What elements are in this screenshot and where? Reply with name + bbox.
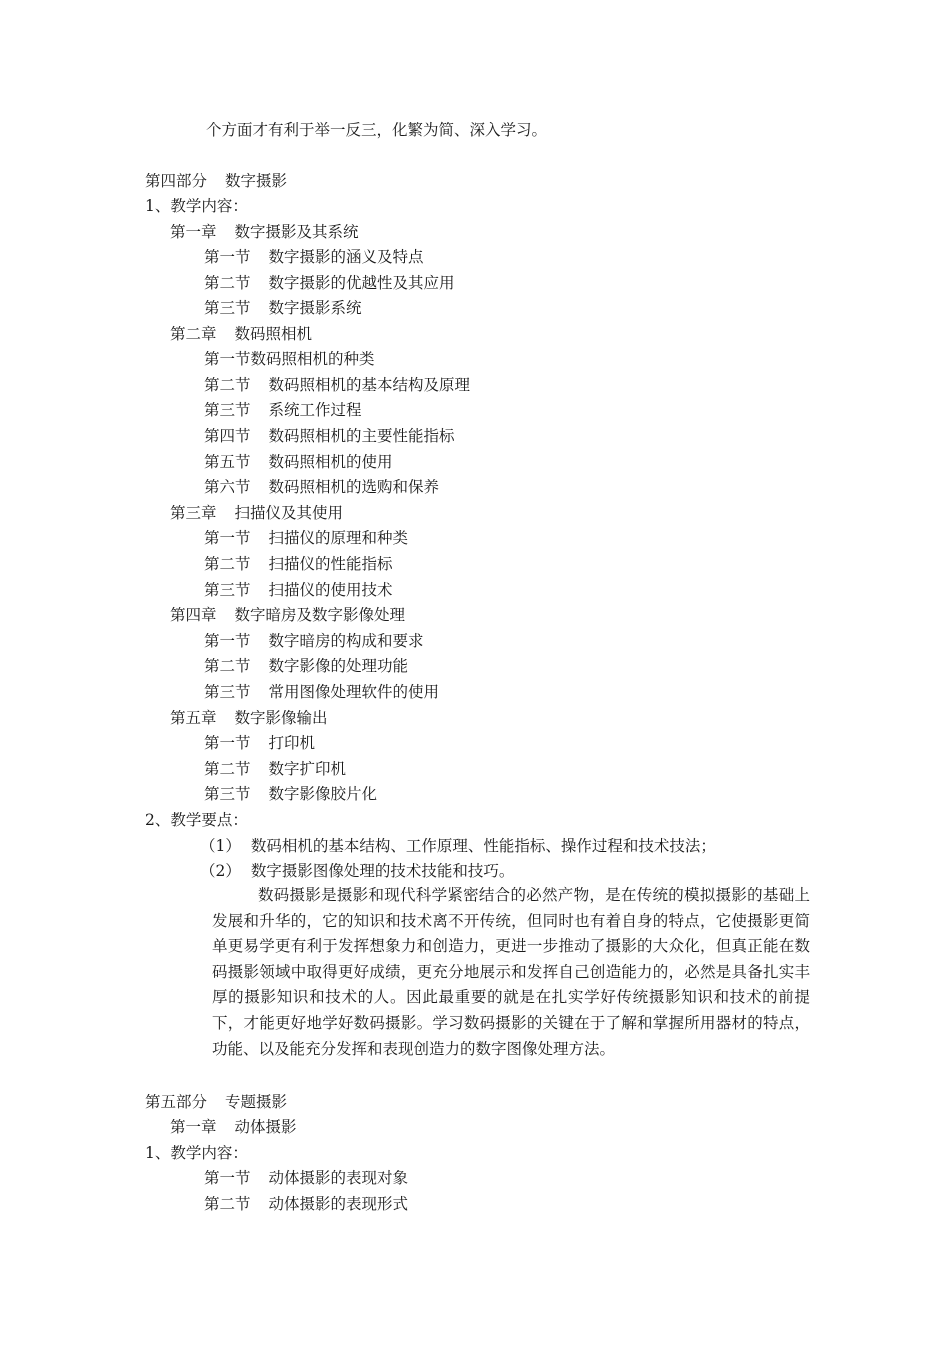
section-line (204, 297, 362, 319)
section-line (204, 348, 375, 370)
section-num: 第三节 (204, 683, 251, 701)
section-line (204, 476, 439, 498)
point-item (200, 860, 514, 882)
chapter-title: 数字摄影及其系统 (234, 223, 359, 241)
chapter-num: 第一章 (170, 1118, 217, 1136)
chapter-title: 数码照相机 (234, 325, 313, 343)
section-num: 第三节 (204, 401, 251, 419)
section-line (204, 399, 362, 421)
section-title: 数码照相机的主要性能指标 (268, 427, 455, 445)
chapter-num: 第一章 (170, 223, 217, 241)
part4-points-heading: 2、教学要点： (145, 811, 248, 829)
part5-title-text: 专题摄影 (225, 1093, 288, 1111)
section-title: 常用图像处理软件的使用 (268, 683, 440, 701)
section-line (204, 553, 393, 575)
chapter-num: 第五章 (170, 709, 217, 727)
section-title: 数字影像胶片化 (268, 785, 378, 803)
chapter-heading (170, 221, 359, 243)
section-num: 第一节 (204, 248, 251, 266)
part5-content-heading: 1、教学内容： (145, 1144, 248, 1162)
point-item (200, 835, 716, 857)
chapter-num: 第四章 (170, 606, 217, 624)
point-text: 数码相机的基本结构、工作原理、性能指标、操作过程和技术技法； (250, 837, 716, 855)
chapter-heading (170, 502, 343, 524)
section-num: 第一节 (204, 1169, 251, 1187)
section-title: 动体摄影的表现形式 (268, 1195, 409, 1213)
section-line (204, 783, 377, 805)
section-num: 第一节 (204, 632, 251, 650)
part4-content-heading: 1、教学内容： (145, 197, 248, 215)
section-line (204, 1193, 408, 1215)
chapter-heading (170, 707, 328, 729)
section-title: 扫描仪的使用技术 (268, 581, 393, 599)
section-num: 第一节 (204, 529, 251, 547)
part5-title-num: 第五部分 (145, 1093, 208, 1111)
section-num: 第四节 (204, 427, 251, 445)
section-line (204, 732, 315, 754)
section-line (204, 1167, 408, 1189)
section-line (204, 681, 439, 703)
chapter-heading (170, 604, 405, 626)
chapter-title: 动体摄影 (234, 1118, 297, 1136)
section-num: 第二节 (204, 1195, 251, 1213)
section-line (204, 246, 424, 268)
section-num: 第一节 (204, 350, 251, 368)
body-paragraph (212, 883, 810, 1062)
section-num: 第三节 (204, 299, 251, 317)
section-title: 数字影像的处理功能 (268, 657, 409, 675)
section-num: 第三节 (204, 785, 251, 803)
section-line (204, 579, 393, 601)
paragraph-text: 数码摄影是摄影和现代科学紧密结合的必然产物，是在传统的模拟摄影的基础上发展和升华的，它的知识和技术离不开传统，但同时也有着自身的特点，它使摄影更简单更易学更有利于发挥想象力和创造力，更进一步推动了摄影的大众化，但真正能在数码摄影领域中取得更好成绩，更充分地展示和发挥自己创造能力的，必然是具备扎实丰厚的摄影知识和技术的人。因此最重要的就是在扎实学好传统摄影知识和技术的前提下，才能更好地学好数码摄影。学习数码摄影的关键在于了解和掌握所用器材的特点，功能、以及能充分发挥和表现创造力的数字图像处理方法。 (212, 886, 810, 1058)
point-num: （1） (200, 837, 241, 855)
section-num: 第二节 (204, 657, 251, 675)
section-title: 数字暗房的构成和要求 (268, 632, 424, 650)
section-line (204, 451, 393, 473)
section-num: 第一节 (204, 734, 251, 752)
section-title: 数字摄影的优越性及其应用 (268, 274, 455, 292)
chapter-heading (170, 1116, 297, 1138)
chapter-num: 第二章 (170, 325, 217, 343)
section-title: 数码照相机的选购和保养 (268, 478, 440, 496)
continuation-line: 个方面才有利于举一反三，化繁为简、深入学习。 (206, 121, 548, 139)
section-num: 第五节 (204, 453, 251, 471)
section-num: 第二节 (204, 376, 251, 394)
part5-title (145, 1091, 287, 1113)
point-num: （2） (200, 862, 241, 880)
section-title: 数码照相机的种类 (250, 350, 375, 368)
part4-title-text: 数字摄影 (225, 172, 288, 190)
section-num: 第二节 (204, 274, 251, 292)
section-title: 数字扩印机 (268, 760, 347, 778)
section-title: 扫描仪的原理和种类 (268, 529, 409, 547)
part4-title-num: 第四部分 (145, 172, 208, 190)
point-text: 数字摄影图像处理的技术技能和技巧。 (250, 862, 515, 880)
part4-title (145, 170, 287, 192)
section-title: 数字摄影系统 (268, 299, 362, 317)
chapter-heading (170, 323, 312, 345)
section-title: 数码照相机的基本结构及原理 (268, 376, 471, 394)
section-title: 数字摄影的涵义及特点 (268, 248, 424, 266)
section-title: 打印机 (268, 734, 316, 752)
chapter-title: 数字影像输出 (234, 709, 328, 727)
section-num: 第三节 (204, 581, 251, 599)
section-num: 第二节 (204, 760, 251, 778)
section-title: 系统工作过程 (268, 401, 362, 419)
section-num: 第二节 (204, 555, 251, 573)
section-title: 动体摄影的表现对象 (268, 1169, 409, 1187)
section-line (204, 425, 455, 447)
section-line (204, 527, 408, 549)
section-line (204, 272, 455, 294)
section-line (204, 758, 346, 780)
section-num: 第六节 (204, 478, 251, 496)
section-line (204, 630, 424, 652)
section-title: 扫描仪的性能指标 (268, 555, 393, 573)
chapter-num: 第三章 (170, 504, 217, 522)
section-line (204, 374, 470, 396)
section-line (204, 655, 408, 677)
chapter-title: 扫描仪及其使用 (234, 504, 344, 522)
chapter-title: 数字暗房及数字影像处理 (234, 606, 406, 624)
section-title: 数码照相机的使用 (268, 453, 393, 471)
